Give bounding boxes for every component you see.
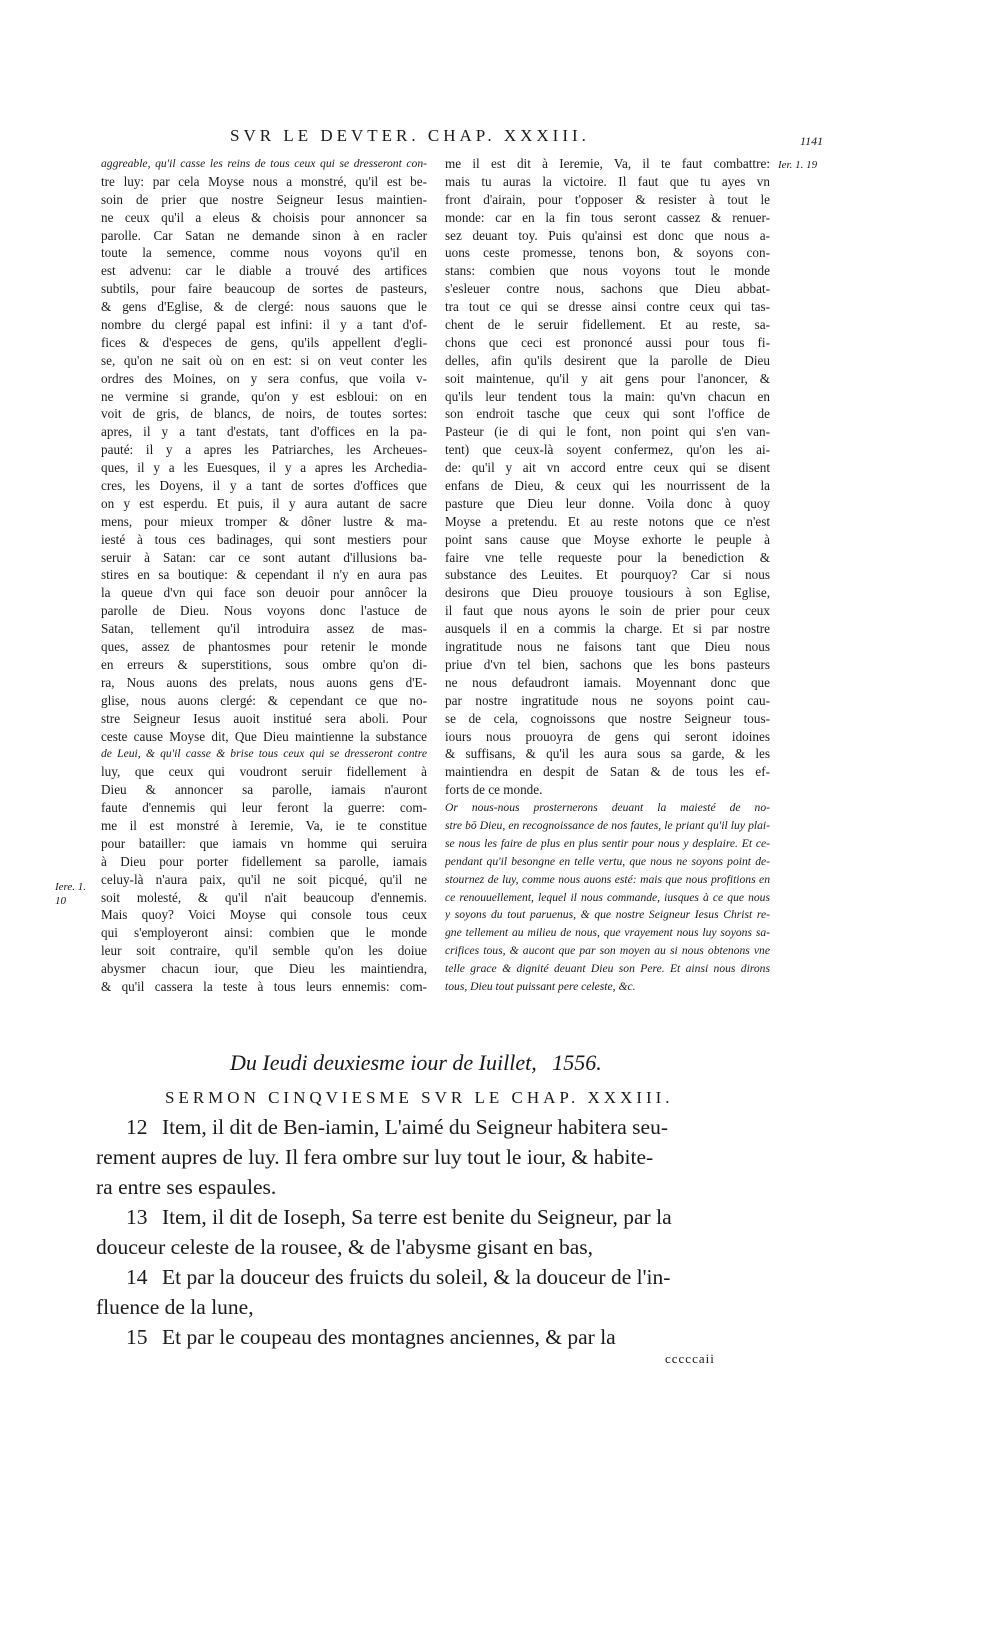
- text-line: ceste cause Moyse dit, Que Dieu maintienne la substance: [101, 728, 427, 744]
- text-line: seruir à Satan: car ce sont autant d'illusions ba-: [101, 549, 427, 565]
- verse-text: Et par la douceur des fruicts du soleil, & la douceur de l'in-: [162, 1265, 671, 1289]
- verse-line: [96, 1322, 776, 1352]
- text-line: uons ceste promesse, tenons bon, & soyons con-: [445, 245, 770, 261]
- text-line: leur soit contraire, qu'il semble qu'on les doiue: [101, 943, 427, 959]
- text-line: stre bō Dieu, en recognoissance de nos fautes, le priant qu'il luy plai-: [445, 818, 770, 832]
- text-line: y soyons du tout paruenus, & que nostre Seigneur Iesus Christ re-: [445, 908, 770, 922]
- text-line: ingratitude nous ne faisons tant que Dieu nous: [445, 639, 770, 655]
- verse-text: Item, il dit de Ioseph, Sa terre est benite du Seigneur, par la: [162, 1205, 672, 1229]
- text-line: pour batailler: que iamais vn homme qui seruira: [101, 835, 427, 851]
- text-line: s'esleuer contre nous, sachons que Dieu abbat-: [445, 281, 770, 297]
- text-line: Or nous-nous prosternerons deuant la maiesté de no-: [445, 801, 770, 815]
- left-column: [101, 155, 427, 996]
- text-line: ne nous defaudront iamais. Moyennant donc que: [445, 674, 770, 690]
- text-line: abysmer chacun iour, que Dieu les maintiendra,: [101, 961, 427, 977]
- text-line: cres, les Doyens, il y a tant de sortes d'offices que: [101, 478, 427, 494]
- text-line: ordres des Moines, on y sera confus, que voila v-: [101, 370, 427, 386]
- text-line: ques, assez de phantosmes pour retenir le monde: [101, 639, 427, 655]
- text-line: crifices tous, & aucont que par son moyen au si nous obtenons vne: [445, 944, 770, 958]
- text-line: stre Seigneur Iesus auoit institué sera aboli. Pour: [101, 710, 427, 726]
- folio-number: 1141: [800, 134, 824, 148]
- text-line: telle grace & dignité deuant Dieu son Pere. Et ainsi nous dirons: [445, 962, 770, 976]
- text-line: subtils, pour faire beaucoup de sortes de pasteurs,: [101, 281, 427, 297]
- text-line: est advenu: car le diable a trouvé des artifices: [101, 263, 427, 279]
- text-line: iours nous prouoyra de gens qui seront idoines: [445, 728, 770, 744]
- text-line: mens, pour mieux tromper & dôner lustre & ma-: [101, 513, 427, 529]
- signature-mark: cccccaii: [665, 1351, 715, 1366]
- verse-text: Item, il dit de Ben-iamin, L'aimé du Seigneur habitera seu-: [162, 1115, 668, 1139]
- verses-block: [96, 1112, 776, 1352]
- text-line: & qu'il cassera la teste à tous leurs ennemis: com-: [101, 978, 427, 994]
- text-line: tent) que ceux-là soyent confermez, qu'on les ai-: [445, 442, 770, 458]
- text-line: en erreurs & superstitions, sous ombre qu'on di-: [101, 656, 427, 672]
- text-line: soit maintenue, qu'il y ait gens pour l'anoncer, &: [445, 370, 770, 386]
- verse-text: fluence de la lune,: [96, 1295, 254, 1319]
- text-line: forts de ce monde.: [445, 782, 543, 798]
- text-line: chons que ceci est prononcé aussi pour tous fi-: [445, 334, 770, 350]
- text-line: fices & d'especes de gens, qu'ils appellent d'egli-: [101, 334, 427, 350]
- text-line: Mais quoy? Voici Moyse qui console tous ceux: [101, 907, 427, 923]
- text-line: soit molesté, & qu'il n'ait beaucoup d'ennemis.: [101, 889, 427, 905]
- verse-line: [96, 1292, 776, 1322]
- text-line: Dieu & annoncer sa parolle, iamais n'auront: [101, 782, 427, 798]
- text-line: me il est dit à Ieremie, Va, il te faut combattre:: [445, 156, 770, 171]
- text-line: se de cela, cognoissons que nostre Seigneur tous-: [445, 710, 770, 726]
- running-head: SVR LE DEVTER. CHAP. XXXIII.: [230, 126, 590, 145]
- text-line: stires en sa boutique: & cependant il n'y en aura pas: [101, 567, 427, 583]
- text-line: pendant qu'il besongne en telle vertu, que nous ne soyons point de-: [445, 854, 770, 868]
- verse-line: [96, 1112, 776, 1142]
- text-line: ra, Nous auons des prelats, nous auons gens d'E-: [101, 674, 427, 690]
- text-line: enfans de Dieu, & ceux qui les nourrissent de la: [445, 478, 770, 494]
- verse-number: 13: [126, 1205, 148, 1229]
- text-line: soin de prier que nostre Seigneur Iesus maintien-: [101, 191, 427, 207]
- text-line: chent de le seruir fidellement. Et au reste, sa-: [445, 317, 770, 333]
- text-line: ques, il y a les Euesques, il y a apres les Archedia-: [101, 460, 427, 476]
- date-text: Du Ieudi deuxiesme iour de Iuillet,: [230, 1050, 537, 1075]
- verse-text: rement aupres de luy. Il fera ombre sur luy tout le iour, & habite-: [96, 1145, 654, 1169]
- text-line: Satan, tellement qu'il introduira assez de mas-: [101, 621, 427, 637]
- text-line: parolle de Dieu. Nous voyons donc l'astuce de: [101, 603, 427, 619]
- text-line: aggreable, qu'il casse les reins de tous ceux qui se dresseront con-: [101, 157, 427, 170]
- verse-line: [96, 1172, 776, 1202]
- text-line: voit de gris, de blancs, de noirs, de toutes sortes:: [101, 406, 427, 422]
- verse-number: 12: [126, 1115, 148, 1139]
- verse-text: Et par le coupeau des montagnes anciennes, & par la: [162, 1325, 616, 1349]
- text-line: la queue d'vn qui face son deuoir pour annôcer la: [101, 585, 427, 601]
- text-line: toute la semence, comme nous voyons qu'il en: [101, 245, 427, 261]
- text-line: glise, nous auons clergé: & cependant ce que no-: [101, 692, 427, 708]
- text-line: tre luy: par cela Moyse nous a monstré, qu'il est be-: [101, 173, 427, 189]
- verse-line: [96, 1142, 776, 1172]
- verse-line: [96, 1262, 776, 1292]
- text-line: gne tellement au milieu de nous, que vrayement nous luy soyons sa-: [445, 926, 770, 940]
- text-line: qu'ils leur tendent tous la main: qu'vn chacun en: [445, 388, 770, 404]
- text-line: maintiendra en despit de Satan & de tous les ef-: [445, 764, 770, 780]
- text-line: point sans cause que Moyse exhorte le peuple à: [445, 531, 770, 547]
- text-line: priue d'vn tel bien, sachons que les bons pasteurs: [445, 656, 770, 672]
- text-line: desirons que Dieu prouoye tousiours à son Eglise,: [445, 585, 770, 601]
- text-line: stans: combien que nous voyons tout le monde: [445, 263, 770, 279]
- text-line: delles, afin qu'ils desirent que la parolle de Dieu: [445, 352, 770, 368]
- text-line: de: qu'il y ait vn accord entre ceux qui se disent: [445, 460, 770, 476]
- text-line: ce renouuellement, lequel il nous commande, iusques à ce que nous: [445, 890, 770, 904]
- text-line: faire vne telle requeste pour la benediction &: [445, 549, 770, 565]
- text-line: pauté: il y a apres les Patriarches, les Archeues-: [101, 442, 427, 458]
- text-line: qui s'employeront ainsi: combien que le monde: [101, 925, 427, 941]
- text-line: & gens d'Eglise, & de clergé: nous sauons que le: [101, 299, 427, 315]
- verse-number: 14: [126, 1265, 148, 1289]
- text-line: on y est esperdu. Et puis, il y aura autant de sacre: [101, 495, 427, 511]
- text-line: par nostre ingratitude nous ne soyons point cau-: [445, 692, 770, 708]
- text-line: ne ceux qu'il a eleus & choisis pour annoncer sa: [101, 209, 427, 225]
- sermon-heading: SERMON CINQVIESME SVR LE CHAP. XXXIII.: [165, 1088, 674, 1107]
- text-line: pasture que Dieu leur donne. Voila donc à quoy: [445, 495, 770, 511]
- text-line: sez deuant toy. Puis qu'ainsi est donc que nous a-: [445, 227, 770, 243]
- margin-note-left: Iere. 1. 10: [55, 881, 87, 907]
- text-line: parolle. Car Satan ne demande sinon à en racler: [101, 227, 427, 243]
- text-line: Pasteur (ie di qui le font, non point qui s'en van-: [445, 424, 770, 440]
- verse-text: douceur celeste de la rousee, & de l'abysme gisant en bas,: [96, 1235, 593, 1259]
- text-line: iesté à tous ces badinages, qui sont mestiers pour: [101, 531, 427, 547]
- verse-line: [96, 1232, 776, 1262]
- text-line: il faut que nous ayons le soin de prier pour ceux: [445, 603, 770, 619]
- text-line: son endroit tasche que ceux qui sont l'office de: [445, 406, 770, 422]
- verse-number: 15: [126, 1325, 148, 1349]
- right-column: [445, 155, 770, 996]
- text-line: stournez de luy, comme nous auons esté: mais que nous profitions en: [445, 872, 770, 886]
- margin-note-right: Ier. 1. 19: [778, 159, 818, 171]
- text-line: Moyse a pretendu. Et au reste notons que ce n'est: [445, 513, 770, 529]
- text-line: tous, Dieu tout puissant pere celeste, &c.: [445, 979, 636, 993]
- date-line: [230, 1050, 790, 1076]
- text-line: ne vermine si grande, qu'on y est esbloui: on en: [101, 388, 427, 404]
- text-line: substance des Leuites. Et pourquoy? Car si nous: [445, 567, 770, 583]
- date-year: 1556.: [552, 1050, 602, 1075]
- text-line: me il est monstré à Ieremie, Va, ie te constitue: [101, 817, 427, 833]
- text-line: ausquels il en a commis la charge. Et si par nostre: [445, 621, 770, 637]
- verse-line: [96, 1202, 776, 1232]
- verse-text: ra entre ses espaules.: [96, 1175, 277, 1199]
- text-line: tra tout ce qui se dresse ainsi contre ceux qui tas-: [445, 299, 770, 315]
- text-line: faute d'ennemis qui leur feront la guerre: com-: [101, 800, 427, 816]
- text-line: à Dieu pour porter fidellement sa parolle, iamais: [101, 853, 427, 869]
- text-line: se, qu'on ne sait où on en est: si on veut conter les: [101, 352, 427, 368]
- text-line: apres, il y a tant d'estats, tant d'offices en la pa-: [101, 424, 427, 440]
- text-line: se nous les faire de plus en plus sentir pour nous y desplaire. Et ce-: [445, 836, 770, 850]
- text-line: de Leui, & qu'il casse & brise tous ceux qui se dresseront contre: [101, 747, 427, 761]
- text-line: monde: car en la fin tous seront cassez & renuer-: [445, 209, 770, 225]
- text-line: nombre du clergé papal est infini: il y a tant d'of-: [101, 317, 427, 333]
- text-line: celuy-là n'aura paix, qu'il ne soit picqué, qu'il ne: [101, 871, 427, 887]
- text-line: & suffisans, & qu'il les aura sous sa garde, & les: [445, 746, 770, 762]
- text-line: luy, que ceux qui voudront seruir fidellement à: [101, 764, 427, 780]
- text-line: front d'airain, pour t'opposer & resister à tout le: [445, 191, 770, 207]
- text-line: mais tu auras la victoire. Il faut que tu ayes vn: [445, 173, 770, 189]
